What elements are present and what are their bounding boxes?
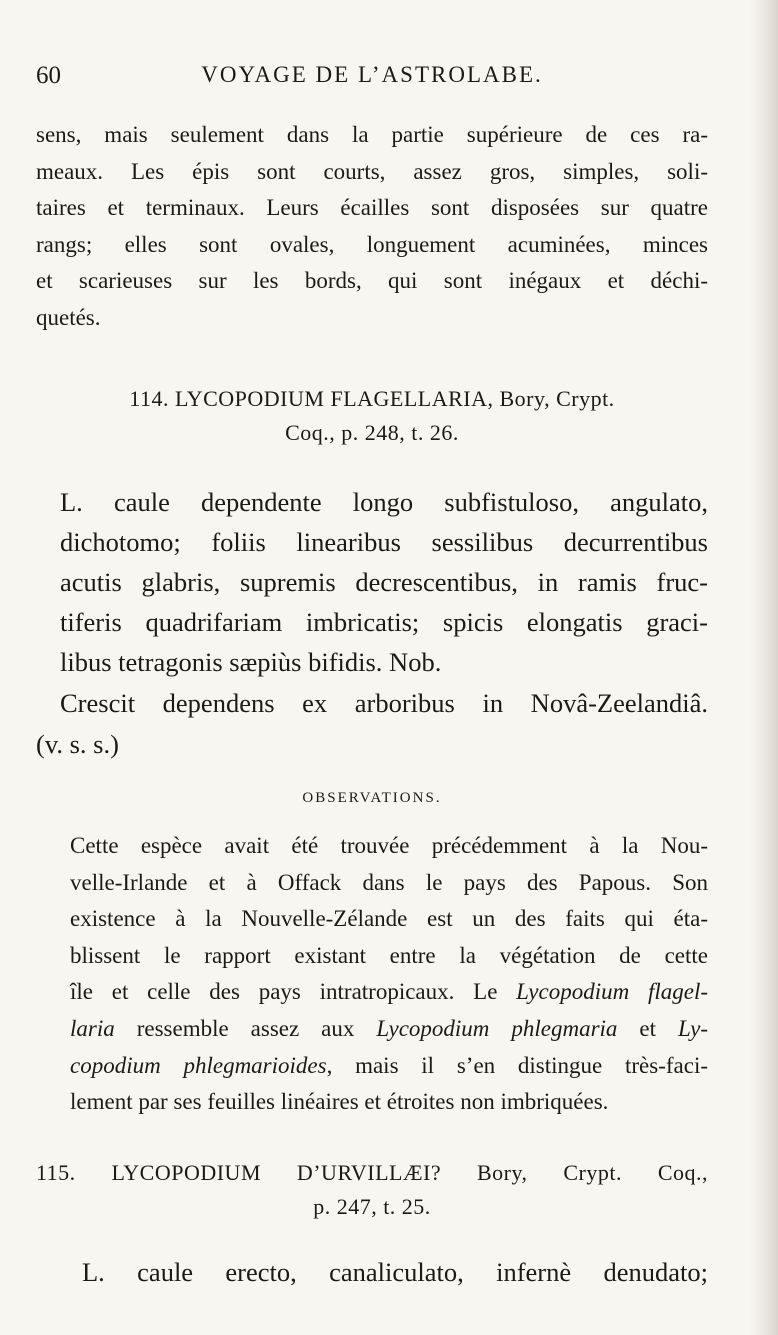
text-run: île et celle des pays intratropicaux. Le bbox=[70, 979, 517, 1005]
species-heading-line: p. 247, t. 25. bbox=[313, 1194, 431, 1219]
text-line: rangs; elles sont ovales, longuement acuminées, minces bbox=[36, 231, 708, 257]
species-heading-115 bbox=[36, 1156, 708, 1224]
text-line: taires et terminaux. Leurs écailles sont disposées sur quatre bbox=[36, 195, 708, 221]
text-line: blissent le rapport existant entre la végétation de cette bbox=[70, 942, 708, 968]
text-line: Cette espèce avait été trouvée précédemment à la Nou- bbox=[70, 833, 708, 858]
text-line: (v. s. s.) bbox=[36, 729, 119, 759]
text-line: libus tetragonis sæpiùs bifidis. Nob. bbox=[60, 647, 442, 677]
text-line: existence à la Nouvelle-Zélande est un des faits qui éta- bbox=[70, 906, 708, 932]
italic-taxon: copodium phlegmarioides bbox=[70, 1052, 327, 1078]
text-run: ressemble assez aux bbox=[114, 1015, 377, 1041]
text-line: lement par ses feuilles linéaires et étroites non imbriquées. bbox=[70, 1089, 609, 1115]
species-heading-line: 115. LYCOPODIUM D’URVILLÆI? Bory, Crypt. Coq., bbox=[36, 1160, 708, 1185]
italic-taxon: Lycopodium phlegmaria bbox=[376, 1015, 618, 1041]
text-run: et bbox=[617, 1015, 679, 1041]
page-number: 60 bbox=[36, 62, 61, 89]
text-line: L. caule erecto, canaliculato, infernè denudato; bbox=[82, 1257, 708, 1287]
species-heading-line: Coq., p. 248, t. 26. bbox=[285, 420, 459, 445]
text-line bbox=[36, 1048, 708, 1085]
text-line: dichotomo; foliis linearibus sessilibus decurrentibus bbox=[60, 527, 708, 557]
text-line: sens, mais seulement dans la partie supérieure de ces ra- bbox=[36, 122, 708, 147]
species-heading-line: 114. LYCOPODIUM FLAGELLARIA, Bory, Crypt. bbox=[129, 386, 615, 411]
text-line bbox=[36, 974, 708, 1011]
page-gutter-shadow bbox=[750, 0, 778, 1335]
running-head bbox=[36, 62, 708, 98]
text-line: et scarieuses sur les bords, qui sont inégaux et déchi- bbox=[36, 268, 708, 294]
text-run: , mais il s’en distingue très-faci- bbox=[326, 1052, 708, 1078]
italic-taxon: Lycopodium flagel- bbox=[516, 979, 708, 1005]
italic-taxon: laria bbox=[70, 1015, 115, 1041]
latin-diagnosis-114 bbox=[36, 482, 708, 682]
text-line: quetés. bbox=[36, 304, 101, 330]
text-line: tiferis quadrifariam imbricatis; spicis elongatis graci- bbox=[60, 607, 708, 637]
intro-paragraph bbox=[36, 117, 708, 337]
text-line: acutis glabris, supremis decrescentibus, in ramis fruc- bbox=[60, 567, 708, 597]
text-line: velle-Irlande et à Offack dans le pays des Papous. Son bbox=[70, 869, 708, 895]
species-heading-114 bbox=[36, 382, 708, 450]
habitat-line bbox=[36, 683, 708, 723]
text-line: L. caule dependente longo subfistuloso, angulato, bbox=[60, 487, 708, 517]
observations-paragraph bbox=[36, 828, 708, 1121]
italic-taxon: Ly- bbox=[678, 1015, 708, 1041]
text-line bbox=[36, 1011, 708, 1048]
observations-title: OBSERVATIONS. bbox=[302, 790, 442, 806]
running-title: VOYAGE DE L’ASTROLABE. bbox=[201, 62, 543, 87]
text-line: Crescit dependens ex arboribus in Novâ-Zeelandiâ. bbox=[60, 688, 708, 718]
text-line: meaux. Les épis sont courts, assez gros, simples, soli- bbox=[36, 158, 708, 184]
specimen-note bbox=[36, 724, 708, 764]
latin-diagnosis-115 bbox=[36, 1252, 708, 1292]
